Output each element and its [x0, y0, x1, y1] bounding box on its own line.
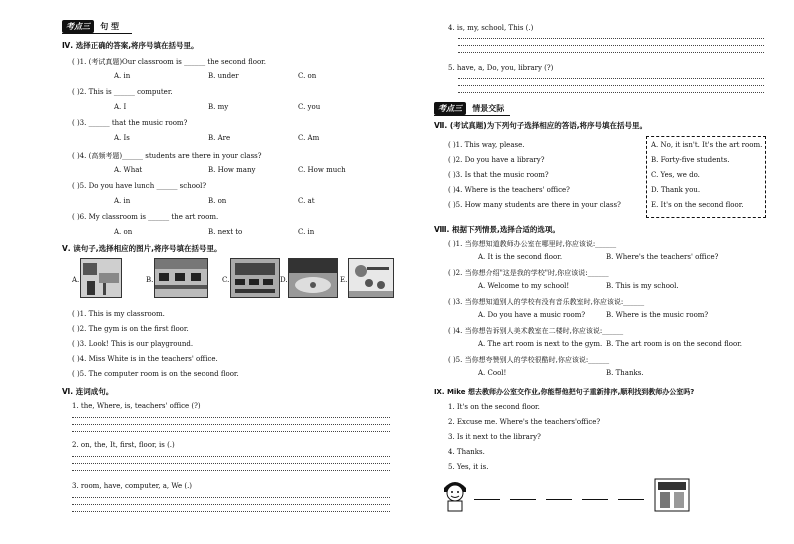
pic-label-a: A. — [72, 276, 80, 284]
writing-line[interactable] — [72, 417, 390, 418]
answer-slot-1[interactable] — [474, 499, 500, 500]
writing-line[interactable] — [72, 431, 390, 432]
kaodian-badge: 考点三 — [434, 102, 466, 115]
writing-line[interactable] — [458, 38, 764, 39]
sentence-5-5: ( )5. The computer room is on the second floor. — [72, 370, 239, 378]
option-b: B. under — [208, 72, 239, 80]
option-c: C. on — [298, 72, 317, 80]
question-4-3: ( )3. ______ that the music room? — [72, 119, 188, 127]
option-a: A. What — [114, 166, 143, 174]
sentence-5-2: ( )2. The gym is on the first floor. — [72, 325, 189, 333]
reorder-item-4: 4. is, my, school, This (.) — [448, 24, 534, 32]
sequence-item-1: 1. It's on the second floor. — [448, 403, 540, 411]
option-a: A. I — [114, 103, 127, 111]
sequence-item-4: 4. Thanks. — [448, 448, 485, 456]
option-a: A. It is the second floor. — [478, 253, 563, 261]
choice-e: E. It's on the second floor. — [651, 201, 744, 209]
sentence-5-4: ( )4. Miss White is in the teachers' office. — [72, 355, 218, 363]
option-c: C. in — [298, 228, 315, 236]
option-a: A. Is — [114, 134, 130, 142]
option-c: C. Am — [298, 134, 320, 142]
option-c: C. How much — [298, 166, 346, 174]
choice-a: A. No, it isn't. It's the art room. — [651, 141, 763, 149]
picture-playground — [348, 258, 394, 298]
choice-c: C. Yes, we do. — [651, 171, 700, 179]
option-b: B. This is my school. — [606, 282, 679, 290]
section-7-title: Ⅶ. (考试真题)为下列句子选择相应的答语,将序号填在括号里。 — [434, 121, 648, 130]
section-header-sentence-patterns — [62, 20, 119, 33]
section-header-title: 句 型 — [100, 21, 120, 31]
option-b: B. Where's the teachers' office? — [606, 253, 719, 261]
writing-line[interactable] — [72, 470, 390, 471]
sentence-5-1: ( )1. This is my classroom. — [72, 310, 165, 318]
option-b: B. Thanks. — [606, 369, 644, 377]
writing-line[interactable] — [72, 497, 390, 498]
option-a: A. The art room is next to the gym. — [478, 340, 603, 348]
option-b: B. next to — [208, 228, 243, 236]
answer-choices-box — [646, 136, 766, 218]
question-4-4: ( )4. (高频考题)______ students are there in your class? — [72, 152, 262, 160]
writing-line[interactable] — [72, 463, 390, 464]
answer-slot-5[interactable] — [618, 499, 644, 500]
picture-computer-room — [154, 258, 208, 298]
kaodian-badge: 考点三 — [62, 20, 94, 33]
situation-question-4: ( )4. 当你想告诉别人美术教室在二楼时,你应该说:______ — [448, 327, 624, 335]
question-4-1: ( )1. (考试真题)Our classroom is ______ the second floor. — [72, 58, 266, 66]
pic-label-c: C. — [222, 276, 230, 284]
picture-gym — [288, 258, 338, 298]
option-b: B. Where is the music room? — [606, 311, 709, 319]
sequence-item-2: 2. Excuse me. Where's the teachers'office? — [448, 418, 601, 426]
answer-slot-4[interactable] — [582, 499, 608, 500]
reorder-item-3: 3. room, have, computer, a, We (.) — [72, 482, 193, 490]
section-4-title: Ⅳ. 选择正确的答案,将序号填在括号里。 — [62, 41, 199, 50]
dialog-question-1: ( )1. This way, please. — [448, 141, 525, 149]
right-column — [430, 0, 770, 544]
option-b: B. The art room is on the second floor. — [606, 340, 743, 348]
option-c: C. you — [298, 103, 321, 111]
header-underline — [434, 115, 510, 116]
teachers-office-door-illustration — [654, 478, 690, 512]
answer-slot-3[interactable] — [546, 499, 572, 500]
option-a: A. in — [114, 197, 131, 205]
sentence-5-3: ( )3. Look! This is our playground. — [72, 340, 194, 348]
writing-line[interactable] — [72, 456, 390, 457]
writing-line[interactable] — [458, 92, 764, 93]
section-header-situational — [434, 102, 504, 115]
pic-label-d: D. — [280, 276, 288, 284]
question-4-5: ( )5. Do you have lunch ______ school? — [72, 182, 207, 190]
situation-question-2: ( )2. 当你想介绍"这是我的学校"时,你应该说:______ — [448, 269, 609, 277]
reorder-item-5: 5. have, a, Do, you, library (?) — [448, 64, 554, 72]
writing-line[interactable] — [458, 85, 764, 86]
pic-label-e: E. — [340, 276, 348, 284]
section-9-title: Ⅸ. Mike 想去教师办公室交作业,你能帮他把句子重新排序,顺利找到教师办公室吗? — [434, 388, 695, 396]
section-header-title: 情景交际 — [472, 103, 505, 113]
picture-classroom — [230, 258, 280, 298]
writing-line[interactable] — [72, 424, 390, 425]
writing-line[interactable] — [458, 52, 764, 53]
option-a: A. on — [114, 228, 133, 236]
writing-line[interactable] — [458, 45, 764, 46]
pic-label-b: B. — [146, 276, 154, 284]
option-a: A. Cool! — [478, 369, 507, 377]
sequence-item-5: 5. Yes, it is. — [448, 463, 489, 471]
boy-illustration — [440, 476, 470, 512]
writing-line[interactable] — [458, 78, 764, 79]
situation-question-1: ( )1. 当你想知道教师办公室在哪里时,你应该说:______ — [448, 240, 617, 248]
answer-slot-2[interactable] — [510, 499, 536, 500]
section-8-title: Ⅷ. 根据下列情景,选择合适的选项。 — [434, 225, 560, 234]
option-b: B. Are — [208, 134, 231, 142]
writing-line[interactable] — [72, 504, 390, 505]
sequence-item-3: 3. Is it next to the library? — [448, 433, 541, 441]
dialog-question-2: ( )2. Do you have a library? — [448, 156, 545, 164]
question-4-6: ( )6. My classroom is ______ the art room. — [72, 213, 219, 221]
choice-d: D. Thank you. — [651, 186, 701, 194]
writing-line[interactable] — [72, 511, 390, 512]
dialog-question-3: ( )3. Is that the music room? — [448, 171, 549, 179]
choice-b: B. Forty-five students. — [651, 156, 730, 164]
reorder-item-1: 1. the, Where, is, teachers' office (?) — [72, 402, 201, 410]
option-a: A. in — [114, 72, 131, 80]
dialog-question-5: ( )5. How many students are there in your class? — [448, 201, 621, 209]
situation-question-5: ( )5. 当你想夸赞别人的学校很酷时,你应该说:______ — [448, 356, 610, 364]
option-c: C. at — [298, 197, 315, 205]
option-a: A. Welcome to my school! — [478, 282, 570, 290]
picture-teachers-office — [80, 258, 122, 298]
question-4-2: ( )2. This is ______ computer. — [72, 88, 173, 96]
dialog-question-4: ( )4. Where is the teachers' office? — [448, 186, 570, 194]
situation-question-3: ( )3. 当你想知道别人的学校有没有音乐教室时,你应该说:______ — [448, 298, 645, 306]
section-5-title: Ⅴ. 读句子,选择相应的图片,将序号填在括号里。 — [62, 244, 222, 253]
option-b: B. on — [208, 197, 227, 205]
option-a: A. Do you have a music room? — [478, 311, 586, 319]
left-column — [62, 0, 392, 544]
option-b: B. How many — [208, 166, 256, 174]
section-6-title: Ⅵ. 连词成句。 — [62, 387, 114, 396]
reorder-item-2: 2. on, the, It, first, floor, is (.) — [72, 441, 175, 449]
header-underline — [62, 33, 132, 34]
option-b: B. my — [208, 103, 229, 111]
